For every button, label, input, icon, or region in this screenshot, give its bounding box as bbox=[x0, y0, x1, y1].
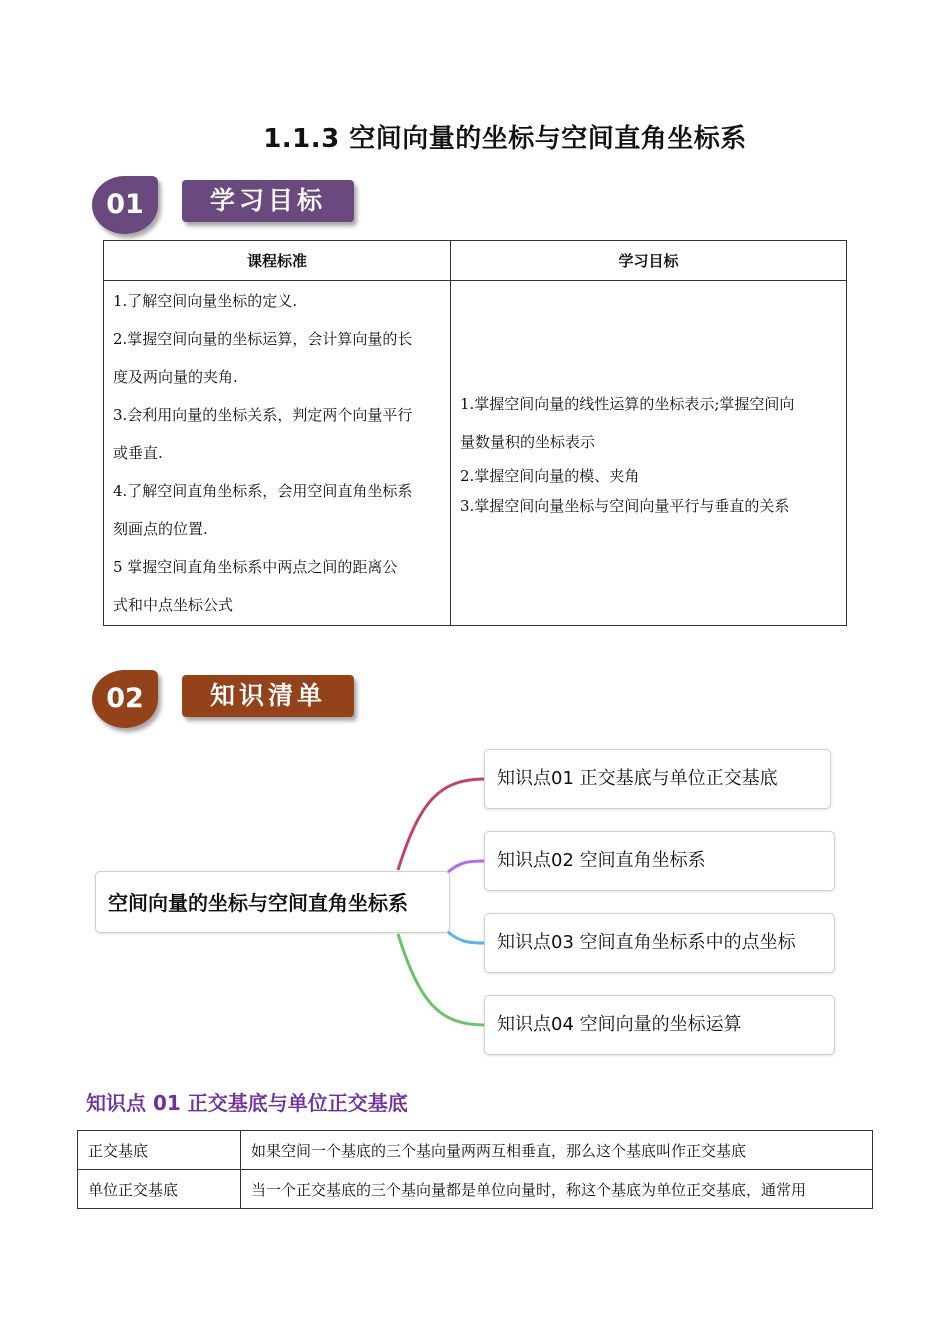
standard-line: 度及两向量的夹角. bbox=[113, 368, 238, 386]
objective-line: 量数量积的坐标表示 bbox=[460, 433, 596, 451]
term-cell: 单位正交基底 bbox=[78, 1170, 241, 1209]
definition-cell: 当一个正交基底的三个基向量都是单位向量时，称这个基底为单位正交基底，通常用 bbox=[241, 1170, 873, 1209]
mindmap-branch: 知识点04 空间向量的坐标运算 bbox=[484, 995, 835, 1055]
standard-line: 3.会利用向量的坐标关系，判定两个向量平行 bbox=[113, 406, 413, 424]
standard-line: 或垂直. bbox=[113, 444, 163, 462]
goals-header-standard: 课程标准 bbox=[104, 241, 451, 281]
section-label-badge: 学习目标 bbox=[182, 180, 354, 222]
section-number-badge: 02 bbox=[92, 670, 158, 728]
knowledge-point-table bbox=[77, 1130, 873, 1209]
standard-line: 2.掌握空间向量的坐标运算，会计算向量的长 bbox=[113, 330, 413, 348]
standard-line: 式和中点坐标公式 bbox=[113, 596, 234, 614]
standard-line: 刻画点的位置. bbox=[113, 520, 208, 538]
connector-2 bbox=[448, 861, 485, 872]
page-title: 1.1.3 空间向量的坐标与空间直角坐标系 bbox=[263, 124, 747, 154]
mindmap-branch: 知识点01 正交基底与单位正交基底 bbox=[484, 749, 831, 809]
connector-1 bbox=[398, 779, 485, 870]
term-cell: 正交基底 bbox=[78, 1131, 241, 1170]
mindmap-branch: 知识点03 空间直角坐标系中的点坐标 bbox=[484, 913, 835, 973]
mindmap-branch: 知识点02 空间直角坐标系 bbox=[484, 831, 835, 891]
goals-header-objectives: 学习目标 bbox=[451, 241, 847, 281]
knowledge-point-heading: 知识点 01 正交基底与单位正交基底 bbox=[86, 1091, 408, 1115]
connector-4 bbox=[398, 934, 485, 1025]
definition-cell: 如果空间一个基底的三个基向量两两互相垂直，那么这个基底叫作正交基底 bbox=[241, 1131, 873, 1170]
standard-line: 1.了解空间向量坐标的定义. bbox=[113, 292, 298, 310]
objective-line: 2.掌握空间向量的模、夹角 bbox=[460, 467, 640, 485]
connector-3 bbox=[448, 932, 485, 943]
section-number-badge: 01 bbox=[92, 176, 158, 234]
table-row bbox=[78, 1170, 873, 1209]
table-row bbox=[78, 1131, 873, 1170]
section-label-badge: 知识清单 bbox=[182, 675, 354, 717]
standard-line: 5 掌握空间直角坐标系中两点之间的距离公 bbox=[113, 558, 398, 576]
mindmap-root: 空间向量的坐标与空间直角坐标系 bbox=[95, 871, 450, 933]
objective-line: 3.掌握空间向量坐标与空间向量平行与垂直的关系 bbox=[460, 497, 790, 515]
standard-line: 4.了解空间直角坐标系，会用空间直角坐标系 bbox=[113, 482, 413, 500]
objective-line: 1.掌握空间向量的线性运算的坐标表示;掌握空间向 bbox=[460, 395, 795, 413]
